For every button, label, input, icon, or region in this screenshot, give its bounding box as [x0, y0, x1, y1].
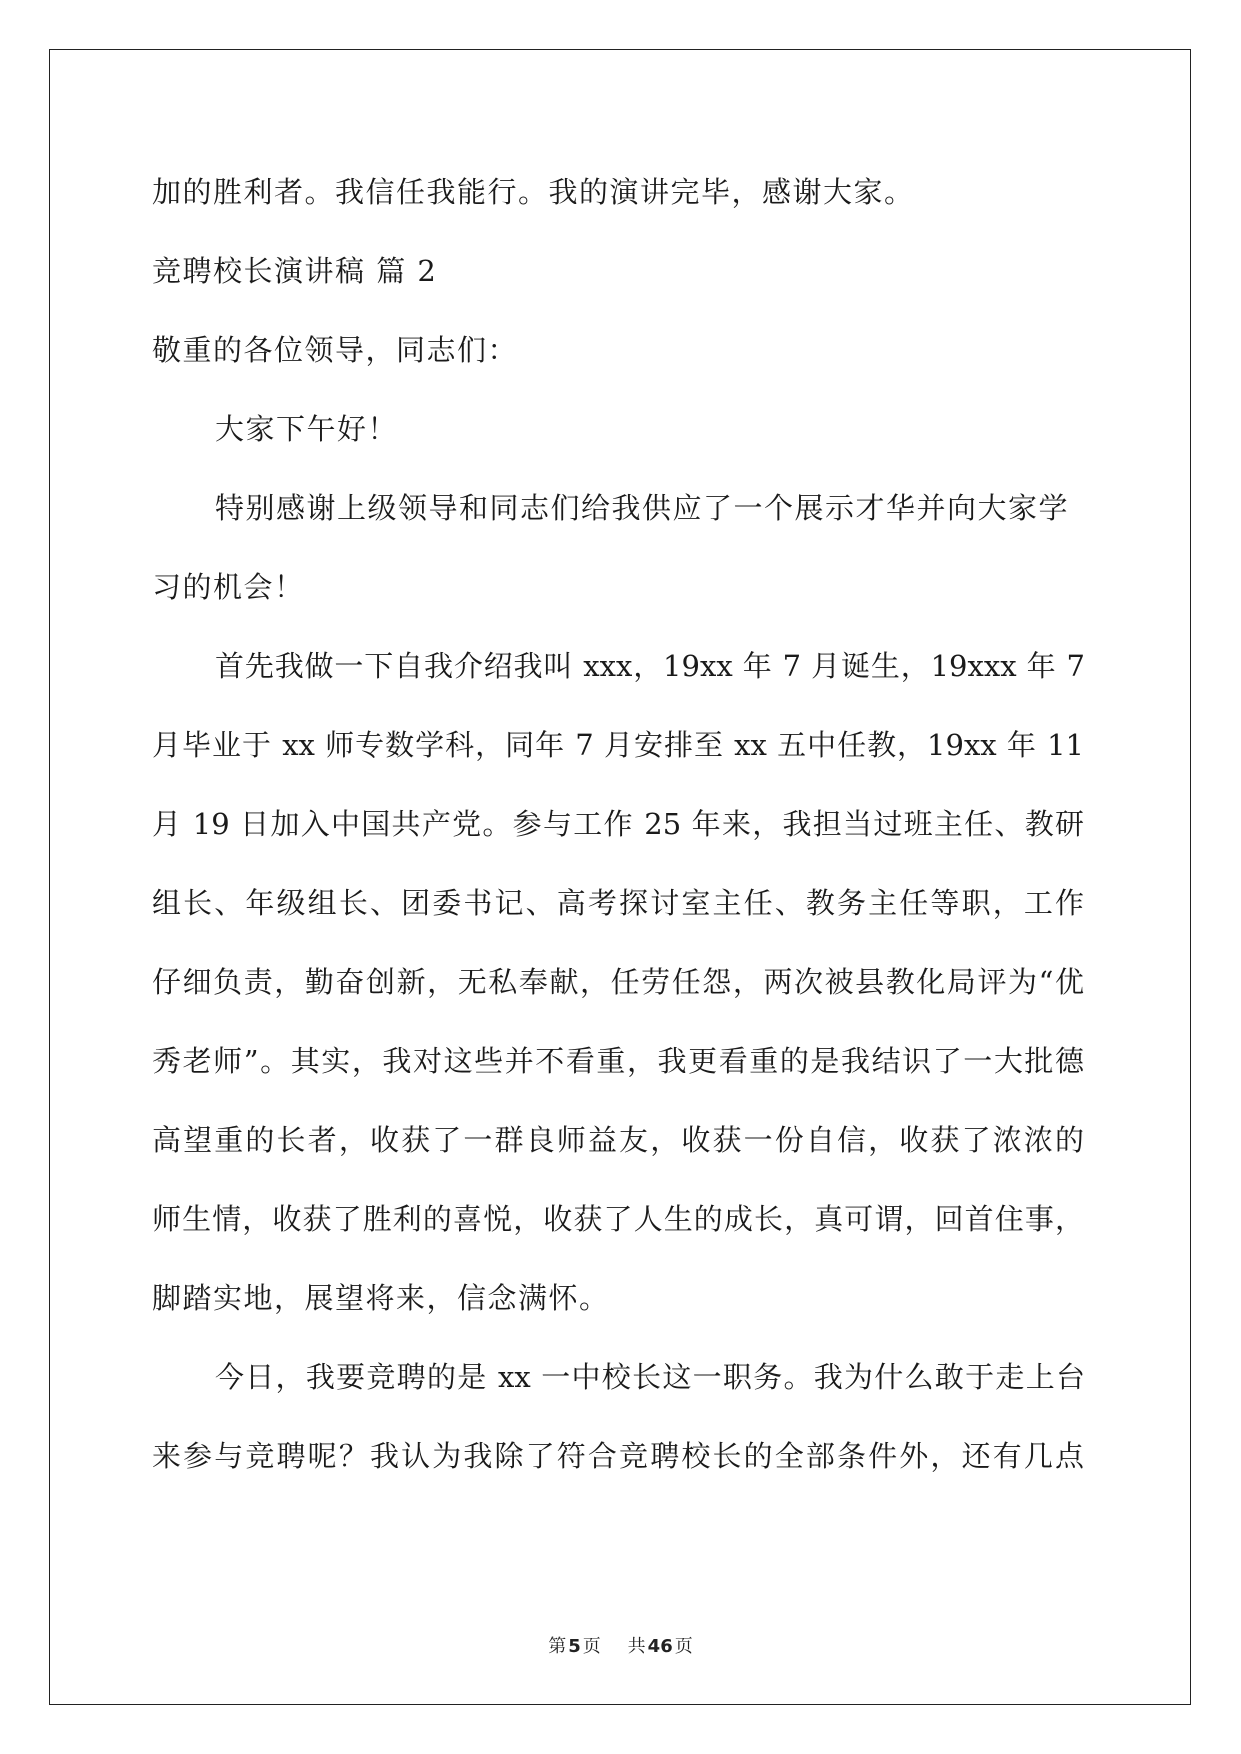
page-suffix: 页: [582, 1636, 601, 1657]
section-heading: 竞聘校长演讲稿 篇 2: [152, 254, 438, 288]
page-number: 5: [568, 1636, 581, 1657]
text-line: 首先我做一下自我介绍我叫 xxx，19xx 年 7 月诞生，19xxx 年 7: [215, 649, 1085, 683]
text-line: 加的胜利者。我信任我能行。我的演讲完毕，感谢大家。: [152, 175, 915, 209]
greeting: 大家下午好！: [215, 412, 399, 446]
total-pages: 46: [647, 1636, 673, 1657]
text-line: 来参与竞聘呢？我认为我除了符合竞聘校长的全部条件外，还有几点: [152, 1439, 1084, 1473]
text-line: 习的机会！: [152, 570, 305, 604]
page-footer: [0, 1632, 1241, 1658]
salutation: 敬重的各位领导，同志们：: [152, 333, 519, 367]
text-line: 仔细负责，勤奋创新，无私奉献，任劳任怨，两次被县教化局评为“优: [152, 965, 1084, 999]
text-line: 师生情，收获了胜利的喜悦，收获了人生的成长，真可谓，回首住事，: [152, 1202, 1084, 1236]
total-suffix: 页: [674, 1636, 693, 1657]
text-line: 特别感谢上级领导和同志们给我供应了一个展示才华并向大家学: [215, 491, 1070, 525]
text-line: 高望重的长者，收获了一群良师益友，收获一份自信，收获了浓浓的: [152, 1123, 1084, 1157]
text-line: 今日，我要竞聘的是 xx 一中校长这一职务。我为什么敢于走上台: [215, 1360, 1085, 1394]
text-line: 月 19 日加入中国共产党。参与工作 25 年来，我担当过班主任、教研: [152, 807, 1084, 841]
text-line: 组长、年级组长、团委书记、高考探讨室主任、教务主任等职，工作: [152, 886, 1084, 920]
text-line: 月毕业于 xx 师专数学科，同年 7 月安排至 xx 五中任教，19xx 年 11: [152, 728, 1084, 762]
page-prefix: 第: [548, 1636, 567, 1657]
text-line: 秀老师”。其实，我对这些并不看重，我更看重的是我结识了一大批德: [152, 1044, 1084, 1078]
text-line: 脚踏实地，展望将来，信念满怀。: [152, 1281, 610, 1315]
total-prefix: 共: [627, 1636, 646, 1657]
